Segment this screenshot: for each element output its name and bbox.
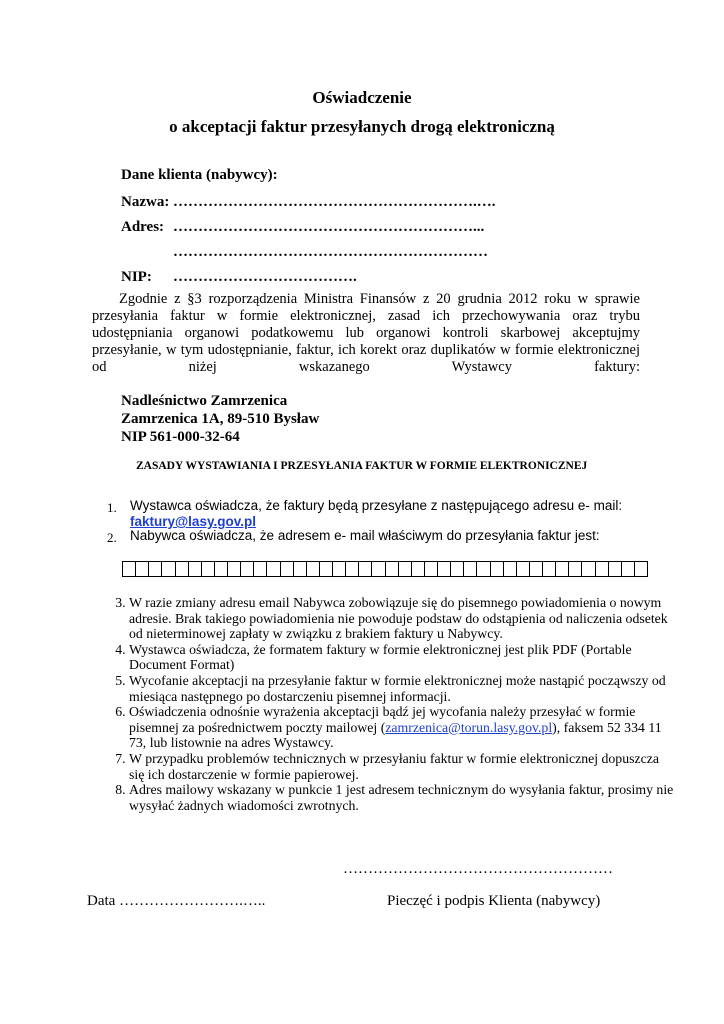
client-name-row (121, 193, 496, 211)
buyer-email-boxes[interactable] (122, 561, 648, 577)
intro-paragraph: Zgodnie z §3 rozporządzenia Ministra Finansów z 20 grudnia 2012 roku w sprawie przesyłania faktur w formie elektronicznej, zasad ich przechowywania oraz trybu udostępniania organowi podatkowemu lub organowi kontroli skarbowej akceptujmy przesyłanie, w tym udostępnianie, faktur, ich korekt oraz duplikatów w formie elektronicznej od niżej wskazanego Wystawcy faktury: (92, 291, 640, 375)
point-1-number: 1. (107, 500, 117, 515)
signature-caption: Pieczęć i podpis Klienta (nabywcy) (387, 893, 601, 909)
date-field: Data …………………….….. (87, 893, 266, 909)
issuer-nip: NIP 561-000-32-64 (121, 429, 240, 445)
client-address-field-2: ……………………………………………………… (173, 244, 488, 260)
point-1-text: Wystawca oświadcza, że faktury będą przesyłane z następującego adresu e- mail: (130, 498, 623, 513)
rules-list (92, 595, 677, 813)
client-address-label: Adres: (121, 219, 165, 235)
client-name-label: Nazwa: (121, 194, 170, 210)
rule-8: 8. Adres mailowy wskazany w punkcie 1 jest adresem technicznym do wysyłania faktur, prosimy nie wysyłać żadnych wiadomości zwrotnych. (129, 782, 677, 813)
client-address-row (121, 218, 484, 236)
rule-4: 4. Wystawca oświadcza, że formatem faktury w formie elektronicznej jest plik PDF (Portable Document Format) (129, 642, 677, 673)
issuer-email[interactable]: faktury@lasy.gov.pl (130, 514, 256, 529)
document-subtitle: o akceptacji faktur przesyłanych drogą elektroniczną (169, 117, 555, 136)
client-name-field: …………………………………………………….…. (173, 194, 496, 210)
client-nip-label: NIP: (121, 269, 152, 285)
rules-heading: ZASADY WYSTAWIANIA I PRZESYŁANIA FAKTUR W FORMIE ELEKTRONICZNEJ (136, 460, 588, 472)
document-title: Oświadczenie (312, 88, 412, 107)
issuer-name: Nadleśnictwo Zamrzenica (121, 393, 288, 409)
rule-7: 7. W przypadku problemów technicznych w przesyłaniu faktur w formie elektronicznej dopuszcza się ich dostarczenie w formie papierowej. (129, 751, 677, 782)
rule-6-text-after: ), faksem 52 334 11 73, lub listownie na adres Wystawcy. (129, 719, 662, 751)
rule-6-text-before: Oświadczenia odnośnie wyrażenia akceptacji bądź jej wycofania należy przesyłać w formie pisemnej za pośrednictwem poczty mailowej ( (129, 704, 636, 735)
point-2-number: 2. (107, 530, 117, 545)
point-2-text: Nabywca oświadcza, że adresem e- mail właściwym do przesyłania faktur jest: (130, 528, 600, 543)
signature-line: ……………………………………………… (343, 861, 613, 877)
contact-email[interactable]: zamrzenica@torun.lasy.gov.pl (385, 719, 553, 735)
client-nip-field: ………………………………. (173, 269, 357, 285)
client-nip-row (121, 268, 357, 286)
client-data-heading: Dane klienta (nabywcy): (121, 167, 278, 183)
client-address-field: ……………………………………………………... (173, 219, 485, 235)
rule-3: 3. W razie zmiany adresu email Nabywca zobowiązuje się do pisemnego powiadomienia o nowym adresie. Brak takiego powiadomienia nie powoduje podstaw do odstąpienia od naliczenia odsetek od nieterminowej zapłaty w związku z brakiem faktury u Nabywcy. (129, 595, 677, 642)
issuer-address: Zamrzenica 1A, 89-510 Bysław (121, 411, 320, 427)
rule-5: 5. Wycofanie akceptacji na przesyłanie faktur w formie elektronicznej może nastąpić począwszy od miesiąca następnego po dostarczeniu pisemnej informacji. (129, 673, 677, 704)
rule-6 (129, 704, 677, 751)
